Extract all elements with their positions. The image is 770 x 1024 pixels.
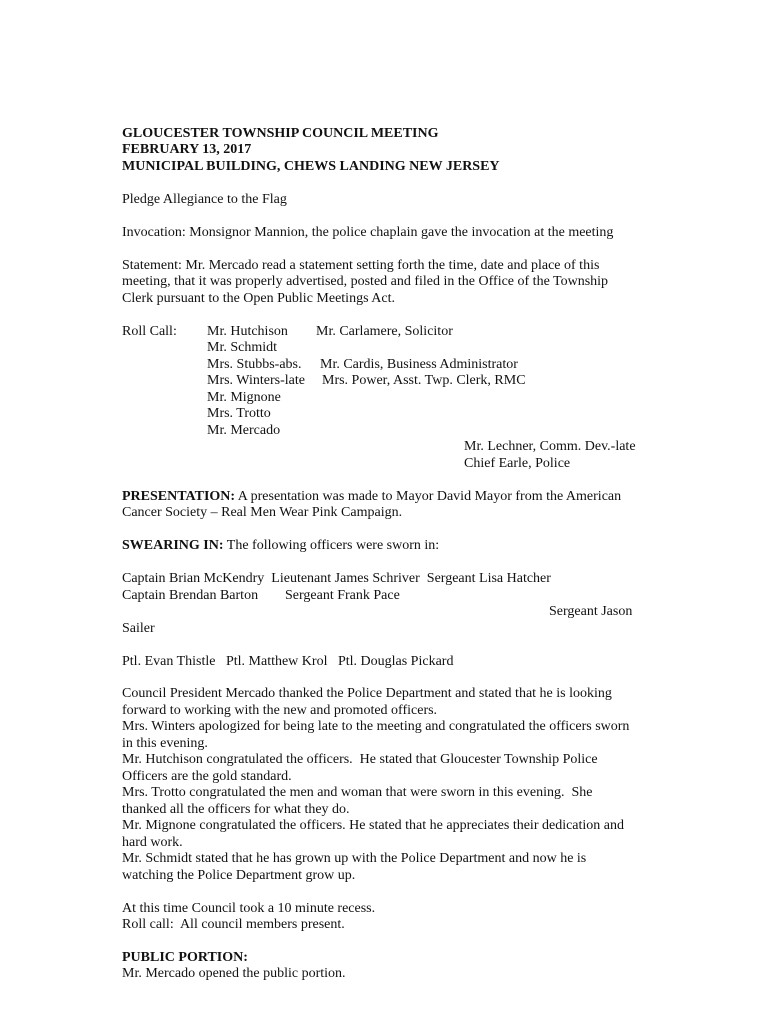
roll-call-member: Mrs. Winters-late xyxy=(207,373,305,388)
pledge-text: Pledge Allegiance to the Flag xyxy=(122,192,287,207)
roll-call-staff: Mr. Cardis, Business Administrator xyxy=(320,357,518,372)
officers-row: Sergeant Jason xyxy=(549,604,633,619)
remarks-line: forward to working with the new and promoted officers. xyxy=(122,703,438,718)
officers-row: Sergeant Frank Pace xyxy=(285,588,400,603)
remarks-line: watching the Police Department grow up. xyxy=(122,868,356,883)
swearing-in-paragraph xyxy=(122,538,439,554)
roll-call-other: Mr. Lechner, Comm. Dev.-late xyxy=(464,439,636,454)
roll-call-member: Mr. Hutchison xyxy=(207,324,288,339)
remarks-line: Mr. Mignone congratulated the officers. He stated that he appreciates their dedication and xyxy=(122,818,625,833)
presentation-label: PRESENTATION: xyxy=(122,489,236,504)
presentation-text: Cancer Society – Real Men Wear Pink Campaign. xyxy=(122,505,403,520)
roll-call-other: Chief Earle, Police xyxy=(464,456,571,471)
roll-call-member: Mr. Mercado xyxy=(207,423,281,438)
remarks-line: Mr. Schmidt stated that he has grown up with the Police Department and now he is xyxy=(122,851,587,866)
remarks-line: Mrs. Trotto congratulated the men and woman that were sworn in this evening. She xyxy=(122,785,593,800)
roll-call-staff: Mrs. Power, Asst. Twp. Clerk, RMC xyxy=(322,373,526,388)
officers-row: Captain Brian McKendry Lieutenant James Schriver Sergeant Lisa Hatcher xyxy=(122,571,551,586)
roll-call-member: Mr. Schmidt xyxy=(207,340,278,355)
statement-line: meeting, that it was properly advertised, posted and filed in the Office of the Township xyxy=(122,274,609,289)
remarks-line: hard work. xyxy=(122,835,183,850)
officers-row: Ptl. Evan Thistle Ptl. Matthew Krol Ptl. Douglas Pickard xyxy=(122,654,454,669)
heading-title: GLOUCESTER TOWNSHIP COUNCIL MEETING xyxy=(122,126,439,141)
remarks-line: in this evening. xyxy=(122,736,208,751)
statement-line: Clerk pursuant to the Open Public Meetings Act. xyxy=(122,291,395,306)
recess-line: At this time Council took a 10 minute recess. xyxy=(122,901,376,916)
roll-call-present-line: Roll call: All council members present. xyxy=(122,917,345,932)
officers-row: Sailer xyxy=(122,621,155,636)
remarks-line: Council President Mercado thanked the Police Department and stated that he is looking xyxy=(122,686,612,701)
public-portion-text: Mr. Mercado opened the public portion. xyxy=(122,966,346,981)
public-portion-label: PUBLIC PORTION: xyxy=(122,950,248,965)
presentation-paragraph xyxy=(122,489,621,505)
roll-call-member: Mrs. Trotto xyxy=(207,406,271,421)
swearing-in-text: The following officers were sworn in: xyxy=(223,538,440,553)
roll-call-staff: Mr. Carlamere, Solicitor xyxy=(316,324,453,339)
invocation-text: Invocation: Monsignor Mannion, the police chaplain gave the invocation at the meeting xyxy=(122,225,614,240)
remarks-line: Officers are the gold standard. xyxy=(122,769,292,784)
heading-location: MUNICIPAL BUILDING, CHEWS LANDING NEW JERSEY xyxy=(122,159,500,174)
officers-row: Captain Brendan Barton xyxy=(122,588,259,603)
presentation-text: A presentation was made to Mayor David Mayor from the American xyxy=(235,489,622,504)
remarks-line: Mr. Hutchison congratulated the officers. He stated that Gloucester Township Police xyxy=(122,752,598,767)
roll-call-member: Mr. Mignone xyxy=(207,390,281,405)
remarks-line: thanked all the officers for what they do. xyxy=(122,802,350,817)
roll-call-label: Roll Call: xyxy=(122,324,177,339)
remarks-line: Mrs. Winters apologized for being late to the meeting and congratulated the officers sworn xyxy=(122,719,630,734)
heading-date: FEBRUARY 13, 2017 xyxy=(122,142,252,157)
swearing-in-label: SWEARING IN: xyxy=(122,538,224,553)
roll-call-member: Mrs. Stubbs-abs. xyxy=(207,357,302,372)
statement-line: Statement: Mr. Mercado read a statement setting forth the time, date and place of this xyxy=(122,258,600,273)
